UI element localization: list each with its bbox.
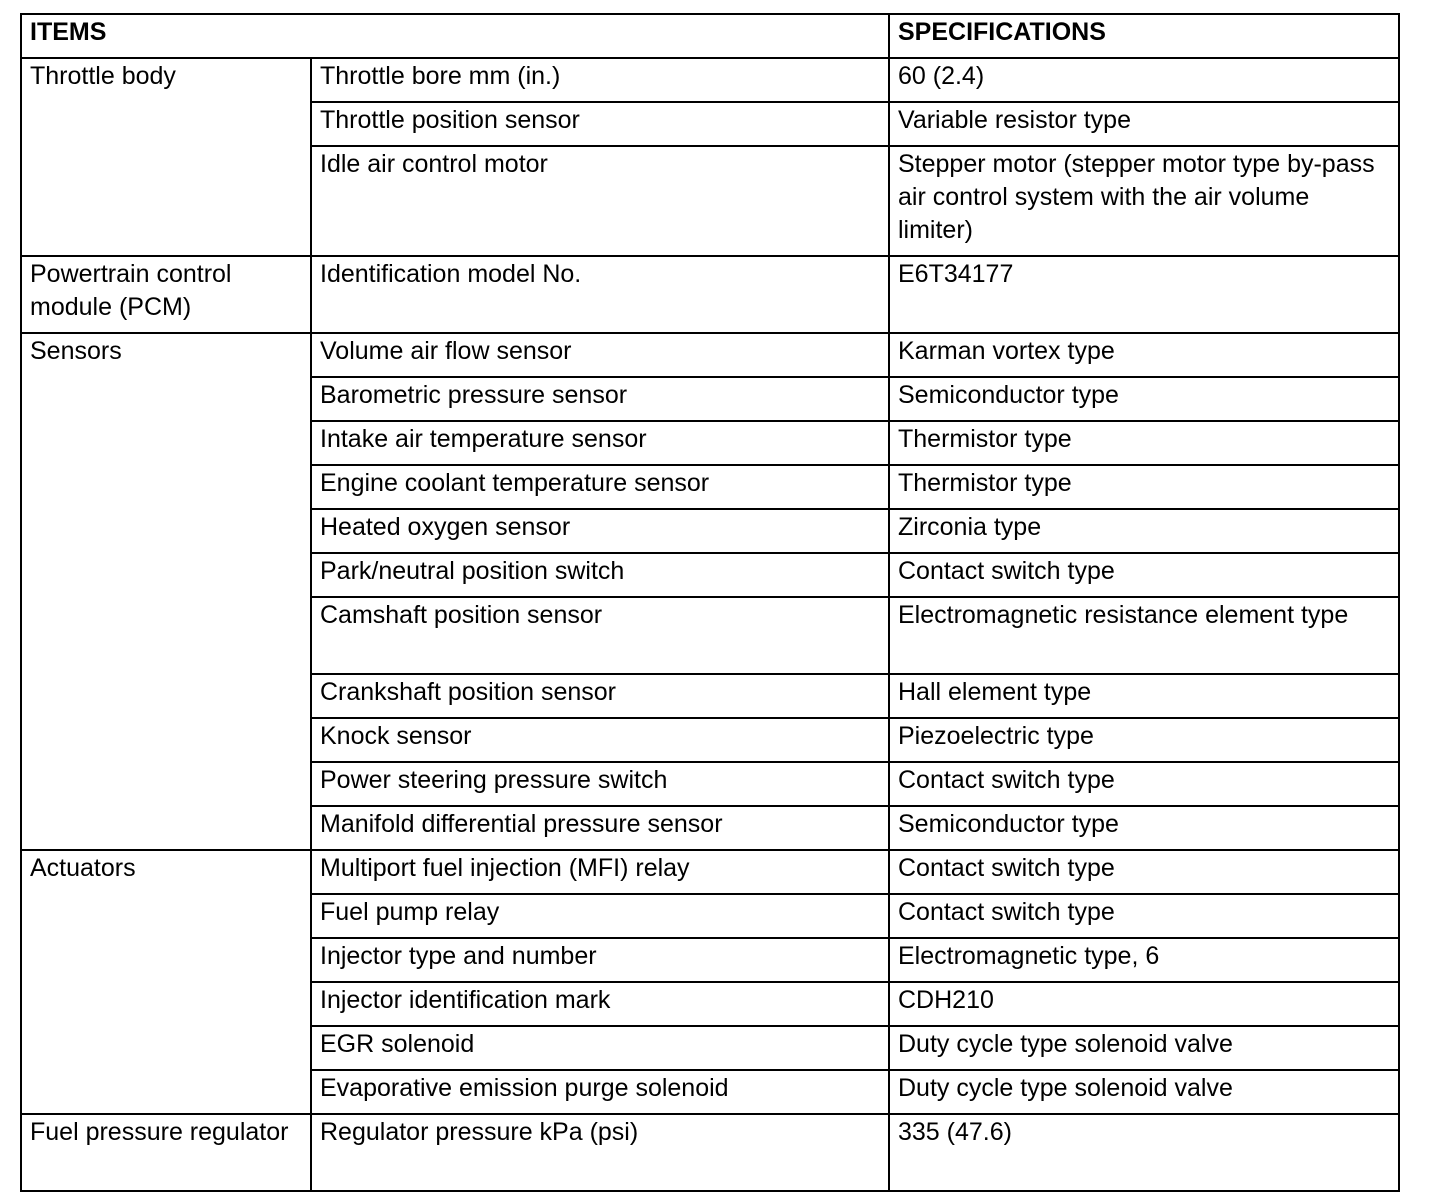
- spec-cell: Duty cycle type solenoid valve: [889, 1070, 1399, 1114]
- item-cell: Crankshaft position sensor: [311, 674, 889, 718]
- item-cell: Throttle bore mm (in.): [311, 58, 889, 102]
- spec-cell: Semiconductor type: [889, 377, 1399, 421]
- item-cell: Identification model No.: [311, 256, 889, 333]
- spec-cell: Duty cycle type solenoid valve: [889, 1026, 1399, 1070]
- spec-cell: Zirconia type: [889, 509, 1399, 553]
- item-cell: Volume air flow sensor: [311, 333, 889, 377]
- group-label-fuel-pressure-regulator: Fuel pressure regulator: [21, 1114, 311, 1191]
- spec-cell: Semiconductor type: [889, 806, 1399, 850]
- spec-cell: Stepper motor (stepper motor type by-pass air control system with the air volume limiter): [889, 146, 1399, 256]
- table-row: [21, 850, 1399, 894]
- item-cell: Fuel pump relay: [311, 894, 889, 938]
- spec-cell: Contact switch type: [889, 553, 1399, 597]
- item-cell: Idle air control motor: [311, 146, 889, 256]
- item-cell: Park/neutral position switch: [311, 553, 889, 597]
- item-cell: Injector type and number: [311, 938, 889, 982]
- table-row: [21, 333, 1399, 377]
- item-cell: Multiport fuel injection (MFI) relay: [311, 850, 889, 894]
- spec-cell: Electromagnetic type, 6: [889, 938, 1399, 982]
- item-cell: Engine coolant temperature sensor: [311, 465, 889, 509]
- header-items: ITEMS: [21, 14, 889, 58]
- spec-cell: Piezoelectric type: [889, 718, 1399, 762]
- spec-cell: CDH210: [889, 982, 1399, 1026]
- group-label-pcm: Powertrain control module (PCM): [21, 256, 311, 333]
- table-header-row: [21, 14, 1399, 58]
- spec-cell: Variable resistor type: [889, 102, 1399, 146]
- spec-cell: Contact switch type: [889, 762, 1399, 806]
- table-row: [21, 58, 1399, 102]
- item-cell: Manifold differential pressure sensor: [311, 806, 889, 850]
- table-row: [21, 256, 1399, 333]
- spec-cell: 335 (47.6): [889, 1114, 1399, 1191]
- item-cell: Heated oxygen sensor: [311, 509, 889, 553]
- spec-cell: Hall element type: [889, 674, 1399, 718]
- group-label-actuators: Actuators: [21, 850, 311, 1114]
- header-specifications: SPECIFICATIONS: [889, 14, 1399, 58]
- spec-cell: E6T34177: [889, 256, 1399, 333]
- spec-cell: 60 (2.4): [889, 58, 1399, 102]
- spec-cell: Contact switch type: [889, 850, 1399, 894]
- spec-cell: Electromagnetic resistance element type: [889, 597, 1399, 674]
- item-cell: Throttle position sensor: [311, 102, 889, 146]
- item-cell: Intake air temperature sensor: [311, 421, 889, 465]
- item-cell: Barometric pressure sensor: [311, 377, 889, 421]
- specifications-table: [20, 13, 1400, 1192]
- spec-cell: Contact switch type: [889, 894, 1399, 938]
- item-cell: Evaporative emission purge solenoid: [311, 1070, 889, 1114]
- group-label-throttle-body: Throttle body: [21, 58, 311, 256]
- item-cell: EGR solenoid: [311, 1026, 889, 1070]
- table-row: [21, 1114, 1399, 1191]
- group-label-sensors: Sensors: [21, 333, 311, 850]
- item-cell: Knock sensor: [311, 718, 889, 762]
- item-cell: Injector identification mark: [311, 982, 889, 1026]
- item-cell: Regulator pressure kPa (psi): [311, 1114, 889, 1191]
- spec-cell: Karman vortex type: [889, 333, 1399, 377]
- item-cell: Camshaft position sensor: [311, 597, 889, 674]
- spec-cell: Thermistor type: [889, 465, 1399, 509]
- spec-cell: Thermistor type: [889, 421, 1399, 465]
- item-cell: Power steering pressure switch: [311, 762, 889, 806]
